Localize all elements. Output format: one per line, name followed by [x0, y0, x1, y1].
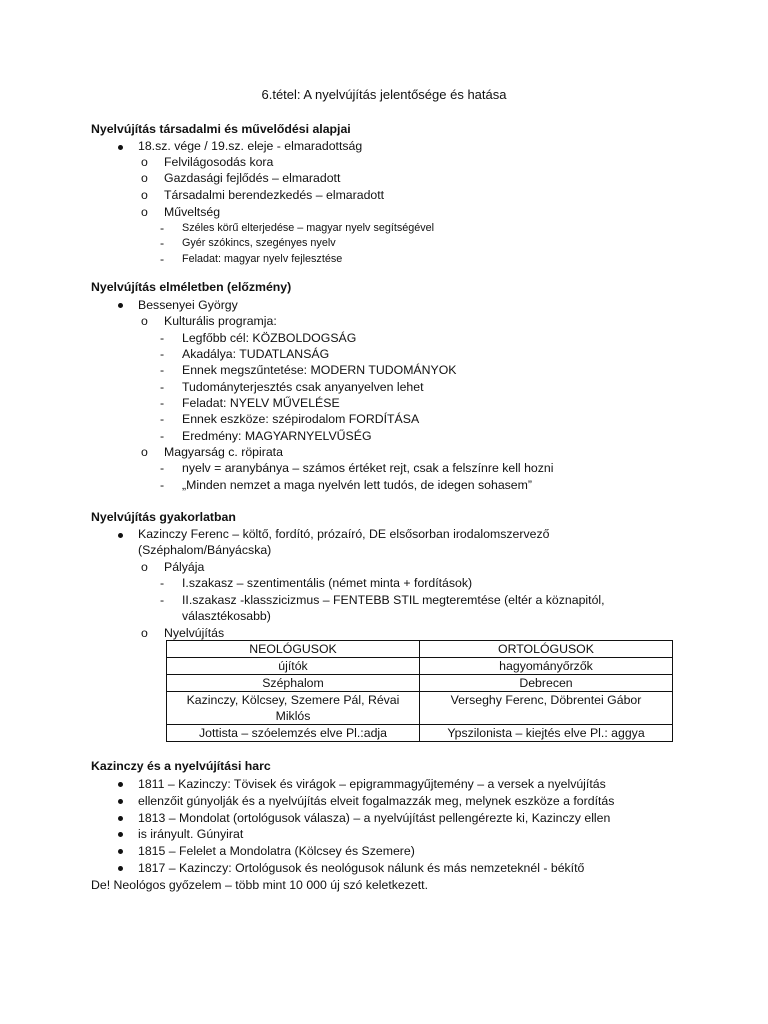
- dash-bullet-icon: -: [160, 252, 165, 266]
- list-item: Gazdasági fejlődés – elmaradott: [164, 171, 341, 185]
- list-item: Gyér szókincs, szegényes nyelv: [182, 237, 336, 249]
- bullet-dot: [118, 799, 123, 804]
- bullet-dot: [118, 303, 123, 308]
- table-cell: Jottista – szóelemzés elve Pl.:adja: [167, 725, 420, 742]
- table-header-row: [167, 641, 673, 658]
- table-cell: Széphalom: [167, 675, 420, 692]
- neologus-ortologus-table: [166, 640, 673, 742]
- bullet-dot: [118, 533, 123, 538]
- list-item: Akadálya: TUDATLANSÁG: [182, 347, 330, 361]
- list-item: Tudományterjesztés csak anyanyelven lehet: [182, 380, 424, 394]
- section-heading: Kazinczy és a nyelvújítási harc: [91, 759, 271, 773]
- bullet-dot: [118, 849, 123, 854]
- circle-bullet-icon: o: [141, 314, 148, 328]
- list-item: I.szakasz – szentimentális (német minta + fordítások): [182, 576, 473, 590]
- list-item: II.szakasz -klasszicizmus – FENTEBB STIL megteremtése (eltér a köznapitól,: [182, 593, 605, 607]
- table-cell: újítók: [167, 658, 420, 675]
- list-item: Bessenyei György: [138, 298, 238, 312]
- bullet-dot: [118, 145, 123, 150]
- list-item: Kulturális programja:: [164, 314, 277, 328]
- list-item: nyelv = aranybánya – számos értéket rejt, csak a felszínre kell hozni: [182, 461, 554, 475]
- dash-bullet-icon: -: [160, 412, 165, 426]
- bullet-dot: [118, 866, 123, 871]
- table-row: [167, 692, 673, 725]
- dash-bullet-icon: -: [160, 429, 165, 443]
- table-cell: Verseghy Ferenc, Döbrentei Gábor: [420, 692, 673, 725]
- circle-bullet-icon: o: [141, 560, 148, 574]
- list-item: Eredmény: MAGYARNYELVŰSÉG: [182, 429, 372, 443]
- list-item: Pályája: [164, 560, 205, 574]
- dash-bullet-icon: -: [160, 396, 165, 410]
- list-item: Felvilágosodás kora: [164, 155, 274, 169]
- list-item: Ennek megszűntetése: MODERN TUDOMÁNYOK: [182, 363, 457, 377]
- list-item: „Minden nemzet a maga nyelvén lett tudós, de idegen sohasem”: [182, 478, 532, 492]
- list-item: 1811 – Kazinczy: Tövisek és virágok – epigrammagyűjtemény – a versek a nyelvújítás: [138, 777, 606, 791]
- table-cell: Ypszilonista – kiejtés elve Pl.: aggya: [420, 725, 673, 742]
- list-item: 18.sz. vége / 19.sz. eleje - elmaradottság: [138, 139, 363, 153]
- table-row: [167, 658, 673, 675]
- list-item: 1817 – Kazinczy: Ortológusok és neológusok nálunk és más nemzeteknél - békítő: [138, 861, 585, 875]
- list-item: is irányult. Gúnyirat: [138, 827, 244, 841]
- list-item: Széles körű elterjedése – magyar nyelv segítségével: [182, 222, 435, 234]
- dash-bullet-icon: -: [160, 593, 165, 607]
- table-row: [167, 675, 673, 692]
- document-title: 6.tétel: A nyelvújítás jelentősége és hatása: [261, 87, 507, 102]
- dash-bullet-icon: -: [160, 380, 165, 394]
- table-cell: hagyományőrzők: [420, 658, 673, 675]
- list-item: Kazinczy Ferenc – költő, fordító, prózaíró, DE elsősorban irodalomszervező: [138, 527, 550, 541]
- dash-bullet-icon: -: [160, 478, 165, 492]
- section-heading: Nyelvújítás gyakorlatban: [91, 510, 236, 524]
- table-cell: Debrecen: [420, 675, 673, 692]
- dash-bullet-icon: -: [160, 363, 165, 377]
- section-heading: Nyelvújítás elméletben (előzmény): [91, 280, 292, 294]
- list-item-continuation: választékosabb): [182, 609, 271, 623]
- section-heading: Nyelvújítás társadalmi és művelődési alapjai: [91, 122, 351, 136]
- bullet-dot: [118, 782, 123, 787]
- dash-bullet-icon: -: [160, 576, 165, 590]
- list-item: 1815 – Felelet a Mondolatra (Kölcsey és Szemere): [138, 844, 415, 858]
- dash-bullet-icon: -: [160, 221, 165, 235]
- table-header-cell: NEOLÓGUSOK: [167, 641, 420, 658]
- circle-bullet-icon: o: [141, 188, 148, 202]
- bullet-dot: [118, 816, 123, 821]
- list-item: Legfőbb cél: KÖZBOLDOGSÁG: [182, 331, 357, 345]
- table-row: [167, 725, 673, 742]
- list-item-continuation: (Széphalom/Bányácska): [138, 543, 272, 557]
- closing-line: De! Neológos győzelem – több mint 10 000 új szó keletkezett.: [91, 878, 428, 892]
- dash-bullet-icon: -: [160, 461, 165, 475]
- dash-bullet-icon: -: [160, 331, 165, 345]
- circle-bullet-icon: o: [141, 171, 148, 185]
- list-item: Társadalmi berendezkedés – elmaradott: [164, 188, 385, 202]
- list-item: Műveltség: [164, 205, 221, 219]
- dash-bullet-icon: -: [160, 347, 165, 361]
- list-item: 1813 – Mondolat (ortológusok válasza) – a nyelvújítást pellengérezte ki, Kazinczy ellen: [138, 811, 611, 825]
- list-item: Nyelvújítás: [164, 626, 225, 640]
- circle-bullet-icon: o: [141, 445, 148, 459]
- list-item: Magyarság c. röpirata: [164, 445, 283, 459]
- dash-bullet-icon: -: [160, 236, 165, 250]
- list-item: ellenzőit gúnyolják és a nyelvújítás elveit fogalmazzák meg, melynek eszköze a fordítás: [138, 794, 615, 808]
- circle-bullet-icon: o: [141, 626, 148, 640]
- circle-bullet-icon: o: [141, 155, 148, 169]
- circle-bullet-icon: o: [141, 205, 148, 219]
- table-cell: Kazinczy, Kölcsey, Szemere Pál, Révai Miklós: [167, 692, 420, 725]
- list-item: Ennek eszköze: szépirodalom FORDÍTÁSA: [182, 412, 420, 426]
- table-header-cell: ORTOLÓGUSOK: [420, 641, 673, 658]
- list-item: Feladat: magyar nyelv fejlesztése: [182, 253, 343, 265]
- list-item: Feladat: NYELV MŰVELÉSE: [182, 396, 340, 410]
- bullet-dot: [118, 832, 123, 837]
